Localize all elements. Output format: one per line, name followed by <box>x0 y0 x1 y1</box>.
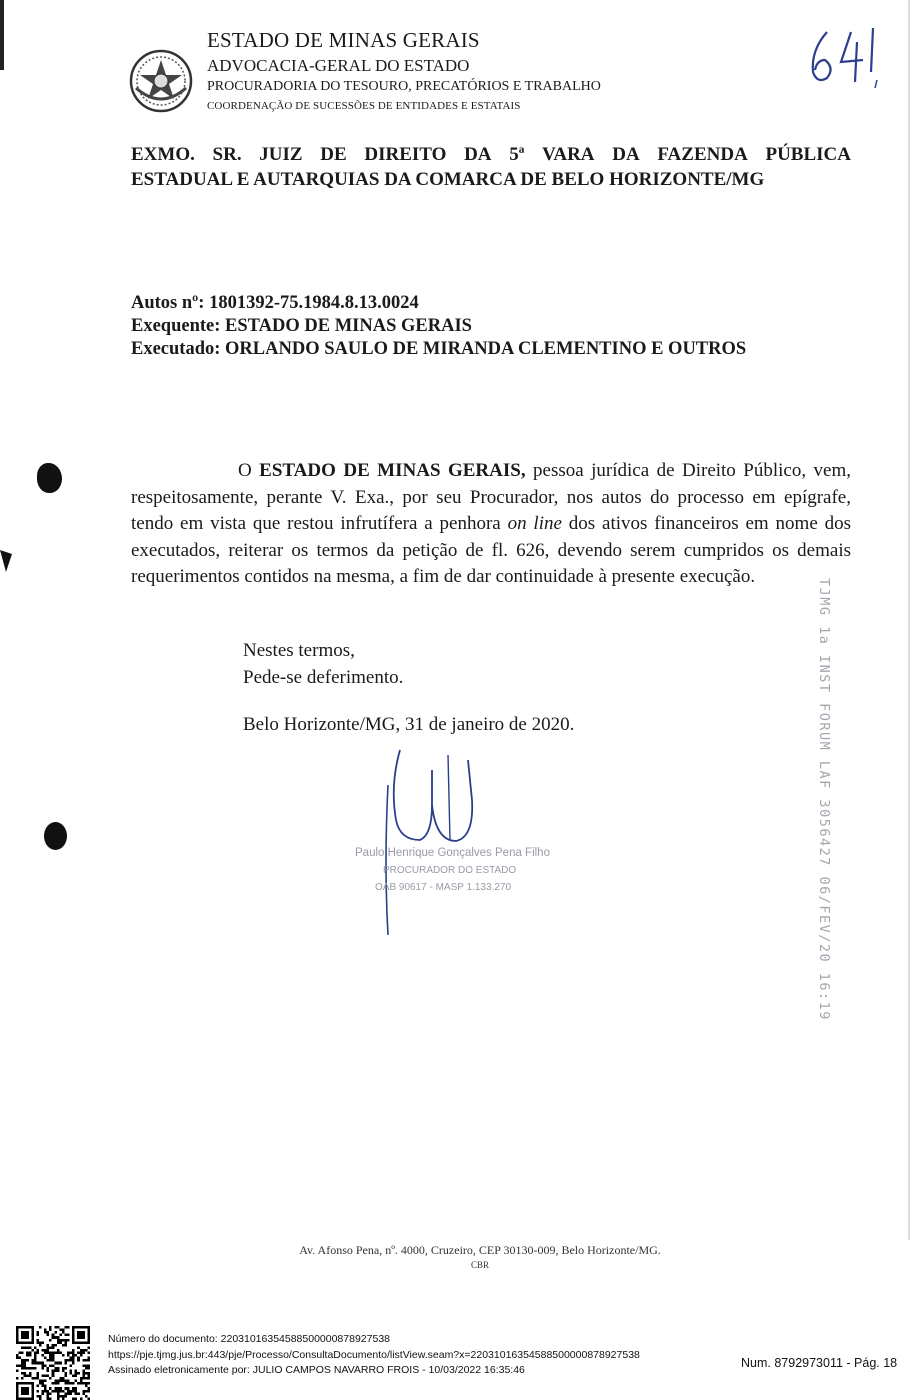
hole-punch-mark <box>44 822 67 850</box>
protocol-stamp: TJMG 1a INST FORUM LAF 3056427 06/FEV/20 16:19 <box>816 578 832 1021</box>
header-department: PROCURADORIA DO TESOURO, PRECATÓRIOS E TRABALHO <box>207 79 601 94</box>
dateline: Belo Horizonte/MG, 31 de janeiro de 2020. <box>243 714 575 735</box>
addressee-word: FAZENDA <box>657 144 748 165</box>
scan-edge-mark <box>0 0 4 70</box>
addressee-word: DA <box>464 144 492 165</box>
addressee-word: JUIZ <box>259 144 303 165</box>
addressee-word: DIREITO <box>364 144 447 165</box>
letterhead-address: Av. Afonso Pena, nº. 4000, Cruzeiro, CEP 30130-009, Belo Horizonte/MG. CBR <box>299 1243 661 1270</box>
hole-punch-mark <box>37 463 62 493</box>
document-url: https://pje.tjmg.jus.br:443/pje/Processo/ConsultaDocumento/listView.seam?x=22031016354588500000878927538 <box>108 1348 640 1361</box>
header-agency: ADVOCACIA-GERAL DO ESTADO <box>207 56 470 75</box>
petition-body: O ESTADO DE MINAS GERAIS, pessoa jurídica de Direito Público, vem, respeitosamente, perante V. Exa., por seu Procurador, nos autos do processo em epígrafe, tendo em vista que restou infrutífera a penhora on line dos ativos financeiros em nome dos executados, reiterar os termos da petição de fl. 626, devendo serem cumpridos os demais requerimentos contidos na mesma, a fim de dar continuidade à presente execução. <box>131 460 851 587</box>
document-number: Número do documento: 22031016354588500000878927538 <box>108 1333 390 1345</box>
case-exequente: Exequente: ESTADO DE MINAS GERAIS <box>131 316 472 336</box>
addressee <box>131 142 851 192</box>
page-number: Num. 8792973011 - Pág. 18 <box>741 1356 898 1370</box>
handwritten-page-number <box>805 22 885 92</box>
addressee-word: DA <box>612 144 640 165</box>
addressee-word: PÚBLICA <box>765 144 851 165</box>
header-coordination: COORDENAÇÃO DE SUCESSÕES DE ENTIDADES E ESTATAIS <box>207 100 521 112</box>
addressee-word: DE <box>320 144 347 165</box>
case-info <box>131 292 746 361</box>
electronic-signature-footer <box>108 1332 640 1379</box>
addressee-word: SR. <box>212 144 242 165</box>
state-seal-icon <box>128 48 194 114</box>
scan-margin-mark <box>0 548 14 574</box>
case-executado: Executado: ORLANDO SAULO DE MIRANDA CLEMENTINO E OUTROS <box>131 339 747 359</box>
qr-code-icon <box>16 1326 90 1400</box>
party-name: ESTADO DE MINAS GERAIS, <box>259 460 526 481</box>
addressee-word: 5ª <box>509 144 525 165</box>
handwritten-signature <box>360 745 520 940</box>
case-autos: Autos nº: 1801392-75.1984.8.13.0024 <box>131 293 419 313</box>
addressee-line-2: ESTADUAL E AUTARQUIAS DA COMARCA DE BELO HORIZONTE/MG <box>131 169 765 190</box>
header-state: ESTADO DE MINAS GERAIS <box>207 28 480 52</box>
addressee-line-1 <box>131 142 851 167</box>
closing: Nestes termos, Pede-se deferimento. <box>243 640 404 688</box>
addressee-word: VARA <box>542 144 595 165</box>
signature-stamp: Paulo Henrique Gonçalves Pena Filho PROCURADOR DO ESTADO OAB 90617 - MASP 1.133.270 <box>355 847 550 893</box>
signed-by: Assinado eletronicamente por: JULIO CAMPOS NAVARRO FROIS - 10/03/2022 16:35:46 <box>108 1364 525 1376</box>
scan-edge-line <box>908 0 910 1240</box>
addressee-word: EXMO. <box>131 144 195 165</box>
